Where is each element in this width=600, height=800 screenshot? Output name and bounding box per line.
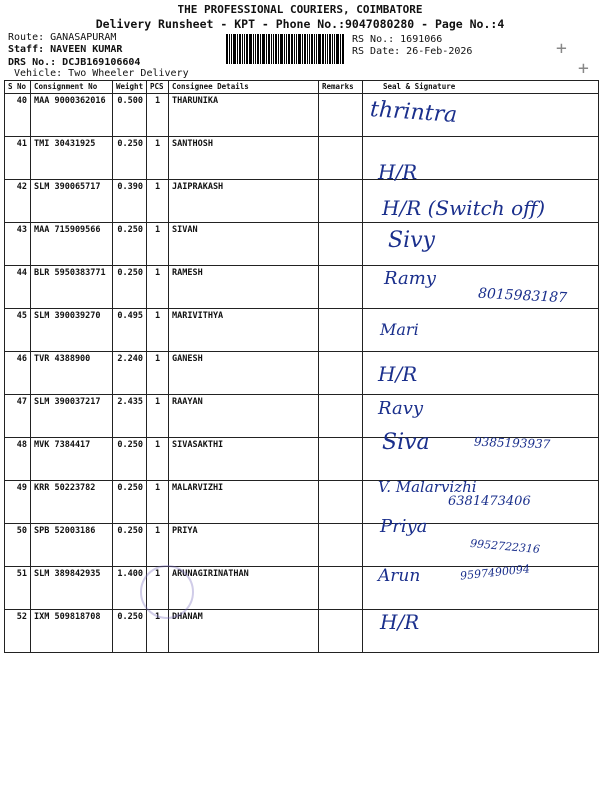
signature-49: V. Malarvizhi <box>378 478 477 496</box>
signature-52: H/R <box>380 610 420 634</box>
cell-consignee: ARUNAGIRINATHAN <box>169 567 319 610</box>
cell-consignee: MALARVIZHI <box>169 481 319 524</box>
cell-pcs: 1 <box>147 266 169 309</box>
signature-47: Ravy <box>378 398 424 419</box>
cell-sno: 42 <box>5 180 31 223</box>
col-weight: Weight <box>113 81 147 94</box>
cell-remarks <box>319 352 363 395</box>
table-row <box>5 309 599 352</box>
cell-consignment-no: MAA 9000362016 <box>31 94 113 137</box>
col-signature: Seal & Signature <box>363 81 599 94</box>
cell-sno: 50 <box>5 524 31 567</box>
route-label: Route: GANASAPURAM <box>8 32 117 43</box>
cell-pcs: 1 <box>147 309 169 352</box>
cell-consignment-no: IXM 509818708 <box>31 610 113 653</box>
cell-pcs: 1 <box>147 223 169 266</box>
cell-remarks <box>319 137 363 180</box>
drs-label: DRS No.: DCJB169106604 <box>8 57 141 68</box>
cell-weight: 0.250 <box>113 524 147 567</box>
cell-weight: 2.435 <box>113 395 147 438</box>
rs-number: RS No.: 1691066 <box>352 34 443 45</box>
cell-remarks <box>319 481 363 524</box>
rs-date: RS Date: 26-Feb-2026 <box>352 46 473 57</box>
staff-label: Staff: NAVEEN KUMAR <box>8 44 123 55</box>
vehicle-label: Vehicle: Two Wheeler Delivery <box>14 68 189 79</box>
cell-consignee: GANESH <box>169 352 319 395</box>
cell-remarks <box>319 94 363 137</box>
signature-44-phone: 8015983187 <box>477 285 568 307</box>
cell-consignment-no: SLM 390065717 <box>31 180 113 223</box>
cell-consignment-no: KRR 50223782 <box>31 481 113 524</box>
cell-sno: 49 <box>5 481 31 524</box>
cell-consignee: SANTHOSH <box>169 137 319 180</box>
cell-consignment-no: MAA 715909566 <box>31 223 113 266</box>
cell-weight: 0.500 <box>113 94 147 137</box>
cell-consignee: RAMESH <box>169 266 319 309</box>
table-row <box>5 395 599 438</box>
cell-pcs: 1 <box>147 137 169 180</box>
cell-pcs: 1 <box>147 438 169 481</box>
cell-remarks <box>319 223 363 266</box>
cell-remarks <box>319 309 363 352</box>
cell-weight: 0.250 <box>113 223 147 266</box>
cell-weight: 0.250 <box>113 266 147 309</box>
cell-sno: 52 <box>5 610 31 653</box>
signature-48-phone: 9385193937 <box>473 434 551 452</box>
cell-remarks <box>319 266 363 309</box>
cell-consignee: DHANAM <box>169 610 319 653</box>
cell-consignment-no: TVR 4388900 <box>31 352 113 395</box>
signature-46: H/R <box>378 362 418 386</box>
signature-41: H/R <box>378 160 418 184</box>
table-row <box>5 94 599 137</box>
signature-51-phone: 9597490094 <box>459 562 531 583</box>
seal-stamp <box>140 565 194 619</box>
cell-remarks <box>319 610 363 653</box>
cell-weight: 0.250 <box>113 137 147 180</box>
cell-remarks <box>319 180 363 223</box>
signature-50: Priya <box>380 516 428 537</box>
cell-weight: 0.495 <box>113 309 147 352</box>
cell-consignee: PRIYA <box>169 524 319 567</box>
cell-pcs: 1 <box>147 180 169 223</box>
cell-sno: 41 <box>5 137 31 180</box>
cell-weight: 2.240 <box>113 352 147 395</box>
col-sno: S No <box>5 81 31 94</box>
cell-pcs: 1 <box>147 524 169 567</box>
col-remarks: Remarks <box>319 81 363 94</box>
signature-51: Arun <box>378 566 421 586</box>
signature-45: Mari <box>380 320 419 339</box>
cell-remarks <box>319 395 363 438</box>
cell-pcs: 1 <box>147 395 169 438</box>
table-header-row <box>5 81 599 94</box>
cell-consignment-no: MVK 7384417 <box>31 438 113 481</box>
cell-sno: 44 <box>5 266 31 309</box>
corner-mark: + <box>578 58 589 79</box>
cell-consignee: THARUNIKA <box>169 94 319 137</box>
signature-50-phone: 9952722316 <box>469 536 541 557</box>
cell-weight: 0.250 <box>113 481 147 524</box>
cell-pcs: 1 <box>147 481 169 524</box>
cell-weight: 0.390 <box>113 180 147 223</box>
cell-sno: 51 <box>5 567 31 610</box>
signature-42: H/R (Switch off) <box>382 196 546 220</box>
cell-remarks <box>319 438 363 481</box>
signature-48: Siva <box>382 430 430 455</box>
signature-40: thrintra <box>369 96 458 129</box>
cell-consignment-no: BLR 5950383771 <box>31 266 113 309</box>
cell-consignment-no: TMI 30431925 <box>31 137 113 180</box>
signature-44: Ramy <box>384 268 436 289</box>
cell-weight: 1.400 <box>113 567 147 610</box>
table-row <box>5 610 599 653</box>
runsheet-subtitle: Delivery Runsheet - KPT - Phone No.:9047080280 - Page No.:4 <box>95 17 505 31</box>
cell-consignee: JAIPRAKASH <box>169 180 319 223</box>
col-consignee: Consignee Details <box>169 81 319 94</box>
corner-mark: + <box>556 38 567 59</box>
col-pcs: PCS <box>147 81 169 94</box>
cell-pcs: 1 <box>147 567 169 610</box>
cell-consignment-no: SLM 389842935 <box>31 567 113 610</box>
cell-consignee: SIVAN <box>169 223 319 266</box>
table-row <box>5 137 599 180</box>
cell-consignment-no: SLM 390037217 <box>31 395 113 438</box>
cell-consignment-no: SPB 52003186 <box>31 524 113 567</box>
company-title: THE PROFESSIONAL COURIERS, COIMBATORE <box>177 3 423 16</box>
cell-pcs: 1 <box>147 94 169 137</box>
cell-sno: 40 <box>5 94 31 137</box>
col-consignment: Consignment No <box>31 81 113 94</box>
cell-sno: 43 <box>5 223 31 266</box>
cell-sno: 48 <box>5 438 31 481</box>
cell-consignee: MARIVITHYA <box>169 309 319 352</box>
cell-remarks <box>319 567 363 610</box>
signature-43: Sivy <box>388 228 435 253</box>
cell-consignment-no: SLM 390039270 <box>31 309 113 352</box>
table-row <box>5 352 599 395</box>
cell-sno: 45 <box>5 309 31 352</box>
table-row <box>5 223 599 266</box>
barcode <box>226 34 348 64</box>
cell-consignee: RAAYAN <box>169 395 319 438</box>
cell-consignee: SIVASAKTHI <box>169 438 319 481</box>
cell-remarks <box>319 524 363 567</box>
cell-sno: 46 <box>5 352 31 395</box>
signature-49-phone: 6381473406 <box>448 494 531 509</box>
cell-pcs: 1 <box>147 610 169 653</box>
cell-sno: 47 <box>5 395 31 438</box>
cell-weight: 0.250 <box>113 438 147 481</box>
cell-pcs: 1 <box>147 352 169 395</box>
cell-weight: 0.250 <box>113 610 147 653</box>
